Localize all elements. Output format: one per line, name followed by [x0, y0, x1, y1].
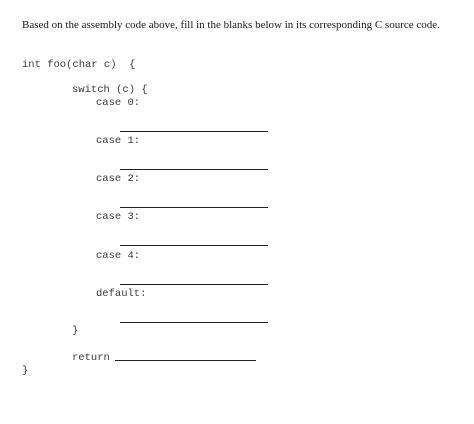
case-4-label: case 4: [96, 250, 141, 262]
switch-header: switch (c) { [72, 84, 148, 96]
return-keyword: return [72, 352, 110, 364]
switch-close-brace: } [72, 325, 79, 337]
case-0-blank[interactable] [120, 131, 268, 132]
case-1-label: case 1: [96, 135, 141, 147]
case-3-label: case 3: [96, 211, 141, 223]
case-1-blank[interactable] [120, 169, 268, 170]
default-label: default: [96, 288, 147, 300]
return-blank[interactable] [115, 360, 256, 361]
case-2-label: case 2: [96, 173, 141, 185]
question-prompt: Based on the assembly code above, fill in the blanks below in its corresponding C source code. [22, 19, 440, 31]
case-4-blank[interactable] [120, 284, 268, 285]
function-header: int foo(char c) { [22, 59, 136, 71]
function-close-brace: } [22, 365, 29, 377]
case-3-blank[interactable] [120, 245, 268, 246]
default-blank[interactable] [120, 322, 268, 323]
case-2-blank[interactable] [120, 207, 268, 208]
case-0-label: case 0: [96, 97, 141, 109]
